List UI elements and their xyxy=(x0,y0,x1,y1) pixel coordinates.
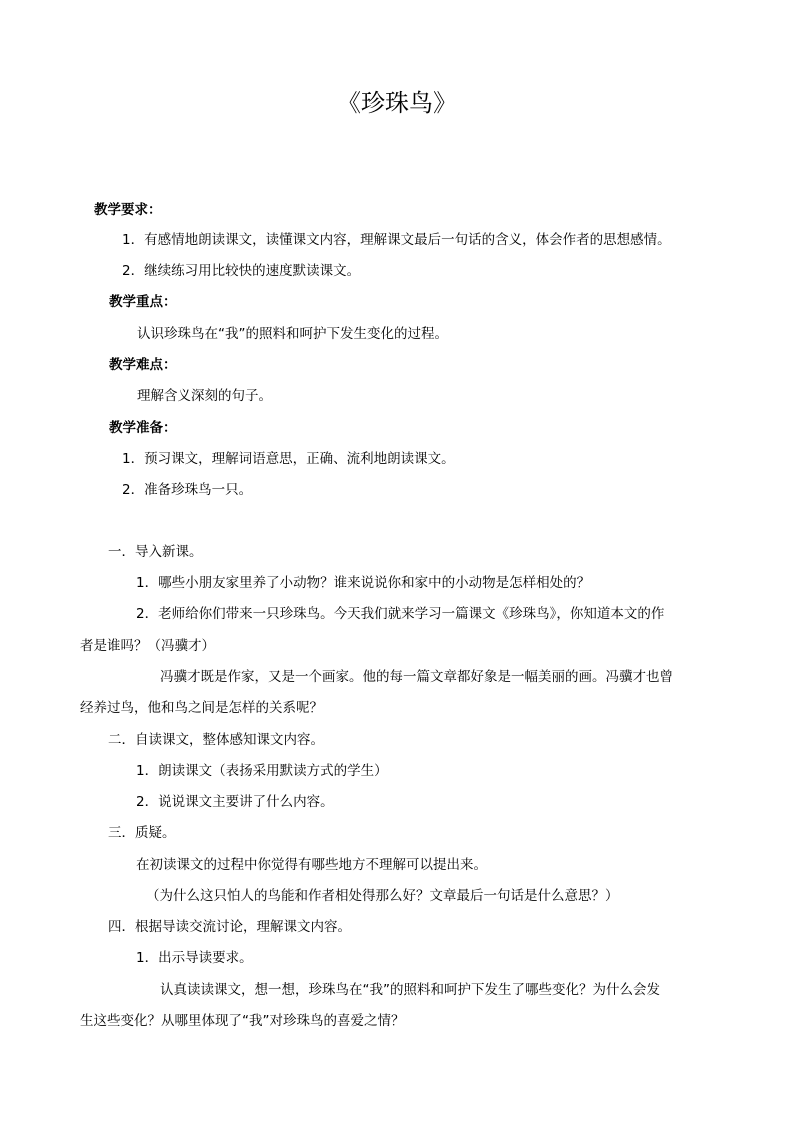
section3-line1: 在初读课文的过程中你觉得有哪些地方不理解可以提出来。 xyxy=(136,857,487,873)
preparation-item-2: 2．准备珍珠鸟一只。 xyxy=(122,482,253,498)
section4-para-line2: 生这些变化？从哪里体现了“我”对珍珠鸟的喜爱之情？ xyxy=(80,1013,405,1029)
section3-line2: （为什么这只怕人的鸟能和作者相处得那么好？文章最后一句话是什么意思？） xyxy=(146,888,619,904)
section1-para-line1: 冯骥才既是作家，又是一个画家。他的每一篇文章都好象是一幅美丽的画。冯骥才也曾 xyxy=(160,669,673,685)
section2-item-2: 2．说说课文主要讲了什么内容。 xyxy=(136,794,334,810)
requirement-item-2: 2．继续练习用比较快的速度默读课文。 xyxy=(122,263,361,279)
preparation-item-1: 1．预习课文，理解词语意思，正确、流利地朗读课文。 xyxy=(122,451,455,467)
preparation-heading: 教学准备： xyxy=(109,420,177,436)
section1-item-2-line2: 者是谁吗？（冯骥才） xyxy=(80,638,215,654)
key-points-heading: 教学重点： xyxy=(109,294,177,310)
difficulties-text: 理解含义深刻的句子。 xyxy=(137,388,272,404)
document-title: 《珍珠鸟》 xyxy=(337,89,457,117)
section1-heading: 一．导入新课。 xyxy=(108,544,203,560)
section4-para-line1: 认真读读课文，想一想，珍珠鸟在“我”的照料和呵护下发生了哪些变化？为什么会发 xyxy=(160,982,660,998)
section4-heading: 四．根据导读交流讨论，理解课文内容。 xyxy=(108,919,351,935)
section1-item-1: 1．哪些小朋友家里养了小动物？谁来说说你和家中的小动物是怎样相处的？ xyxy=(136,575,591,591)
section2-heading: 二．自读课文，整体感知课文内容。 xyxy=(108,732,324,748)
section4-item-1: 1．出示导读要求。 xyxy=(136,950,253,966)
section1-item-2-line1: 2．老师给你们带来一只珍珠鸟。今天我们就来学习一篇课文《珍珠鸟》，你知道本文的作 xyxy=(136,606,665,622)
difficulties-heading: 教学难点： xyxy=(109,357,177,373)
key-points-text: 认识珍珠鸟在“我”的照料和呵护下发生变化的过程。 xyxy=(137,326,448,342)
section3-heading: 三．质疑。 xyxy=(108,825,176,841)
requirement-item-1: 1．有感情地朗读课文，读懂课文内容，理解课文最后一句话的含义，体会作者的思想感情。 xyxy=(122,232,671,248)
section2-item-1: 1．朗读课文（表扬采用默读方式的学生） xyxy=(136,763,388,779)
section1-para-line2: 经养过鸟，他和鸟之间是怎样的关系呢？ xyxy=(80,700,323,716)
requirements-heading: 教学要求： xyxy=(94,202,162,218)
